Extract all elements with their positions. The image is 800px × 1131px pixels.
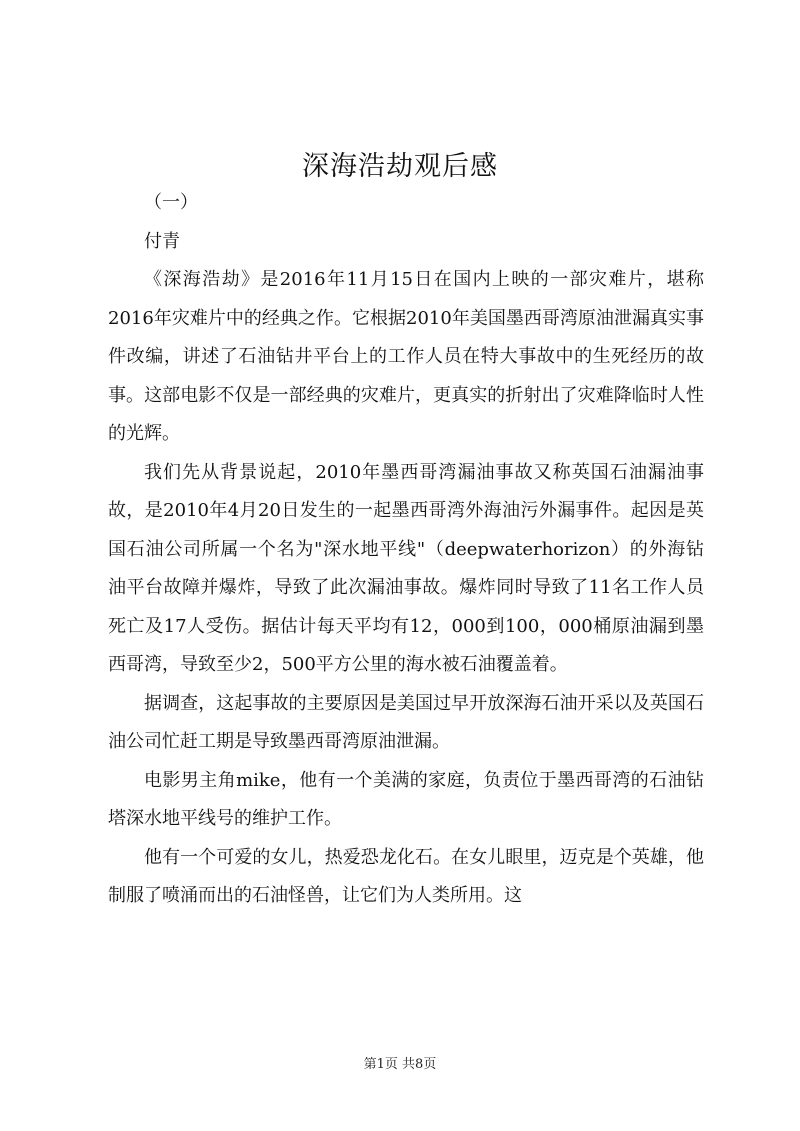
document-body: [108, 184, 704, 916]
paragraph: 他有一个可爱的女儿，热爱恐龙化石。在女儿眼里，迈克是个英雄，他制服了喷涌而出的石油怪兽，让它们为人类所用。这: [108, 846, 704, 906]
paragraph: 《深海浩劫》是2016年11月15日在国内上映的一部灾难片，堪称2016年灾难片中的经典之作。它根据2010年美国墨西哥湾原油泄漏真实事件改编，讲述了石油钻井平台上的工作人员在特大事故中的生死经历的故事。这部电影不仅是一部经典的灾难片，更真实的折射出了灾难降临时人性的光辉。: [108, 269, 704, 444]
page-title: 深海浩劫观后感: [302, 151, 498, 182]
page-footer: 第1页 共8页: [363, 1057, 437, 1072]
paragraph: 我们先从背景说起，2010年墨西哥湾漏油事故又称英国石油漏油事故，是2010年4月20日发生的一起墨西哥湾外海油污外漏事件。起因是英国石油公司所属一个名为"深水地平线"（deepwaterhorizon）的外海钻油平台故障并爆炸，导致了此次漏油事故。爆炸同时导致了11名工作人员死亡及17人受伤。据估计每天平均有12，000到100，000桶原油漏到墨西哥湾，导致至少2，500平方公里的海水被石油覆盖着。: [108, 461, 704, 675]
author-name: 付青: [144, 230, 180, 252]
section-number: （一）: [144, 192, 198, 213]
paragraph: 据调查，这起事故的主要原因是美国过早开放深海石油开采以及英国石油公司忙赶工期是导致墨西哥湾原油泄漏。: [108, 692, 704, 752]
paragraph: 电影男主角mike，他有一个美满的家庭，负责位于墨西哥湾的石油钻塔深水地平线号的维护工作。: [108, 769, 704, 829]
